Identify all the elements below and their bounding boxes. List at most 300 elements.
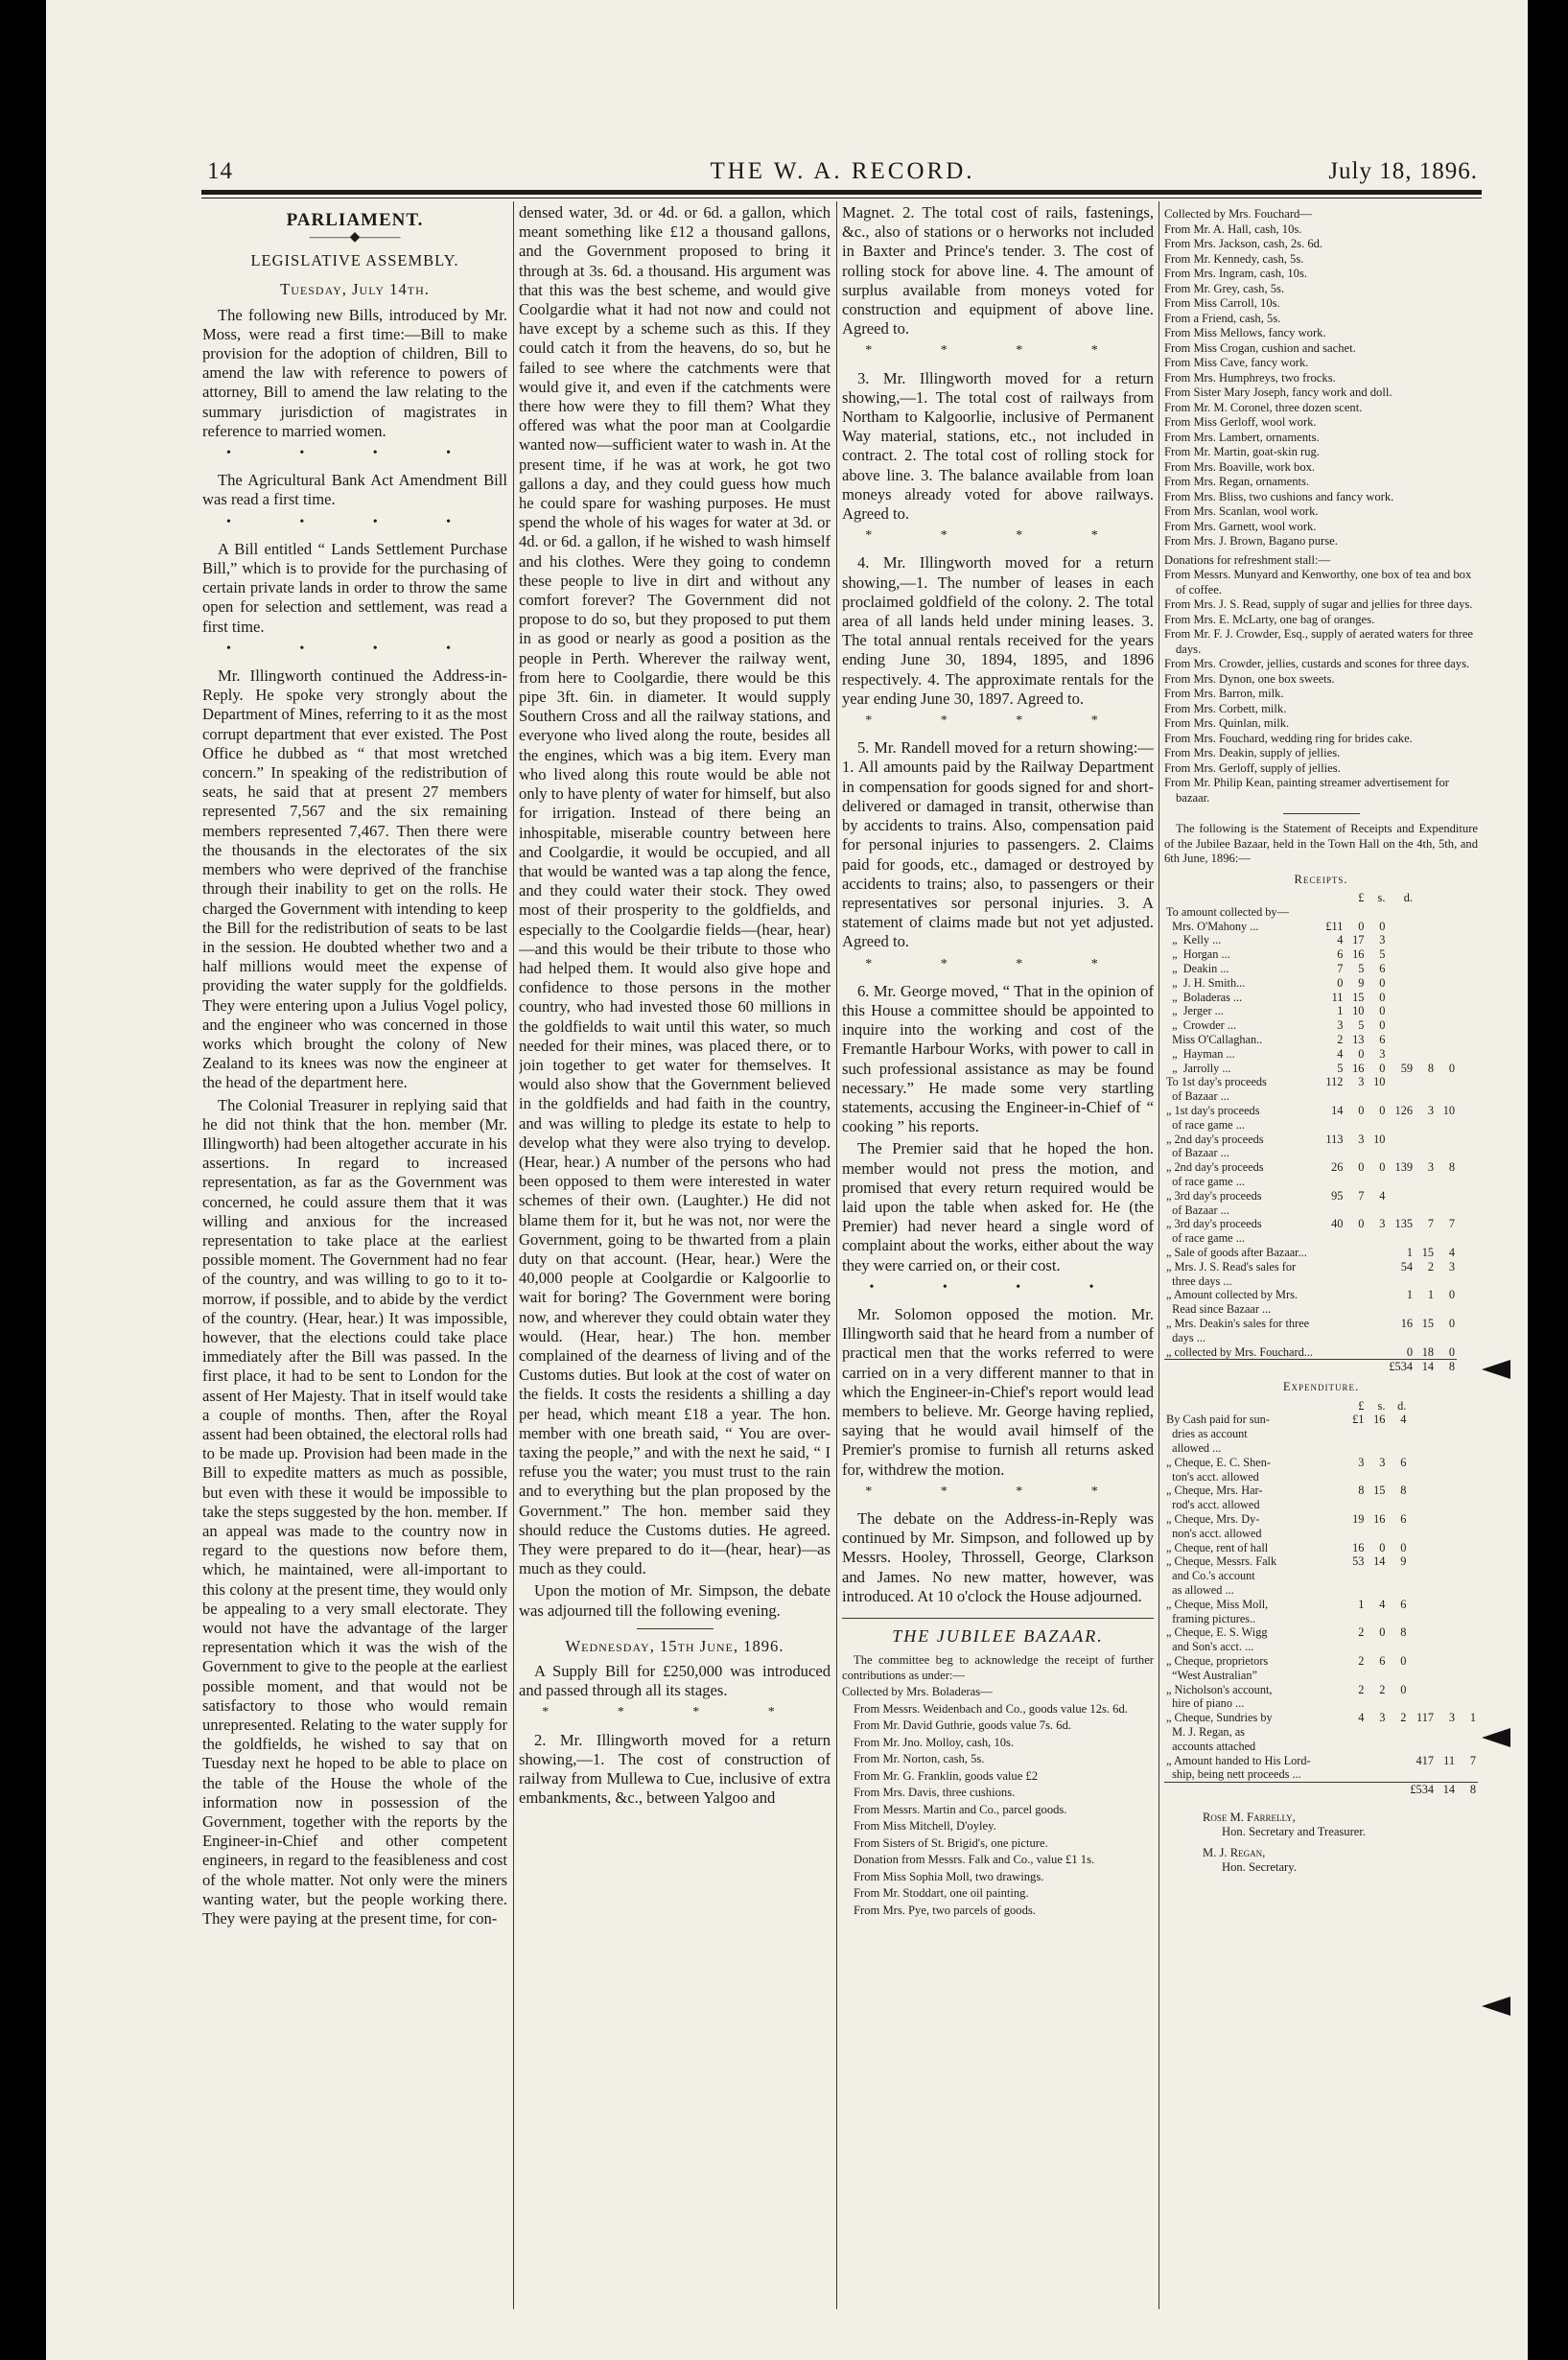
list-item: From Mr. Philip Kean, painting streamer advertisement for bazaar. — [1164, 776, 1449, 805]
row-label: „ Nicholson's account, hire of piano ... — [1166, 1682, 1273, 1711]
margin-arrow-icon — [1482, 1997, 1510, 2016]
column-2 — [519, 203, 831, 2313]
amount-cell — [1415, 933, 1436, 947]
amount-cell: 8 — [1448, 1160, 1455, 1175]
amount-cell: 15 — [1352, 990, 1365, 1004]
amount-cell: 16 — [1373, 1413, 1386, 1427]
paragraph: A Bill entitled “ Lands Settlement Purchase Bill,” which is to provide for the purchasing of certain private lands in order to throw the same open for selection and settlement, was read a first time. — [202, 539, 507, 636]
amount-cell — [1387, 1033, 1415, 1047]
row-label: „ collected by Mrs. Fouchard... — [1166, 1344, 1313, 1359]
amount-cell: 3 — [1358, 1455, 1365, 1469]
separator: * * * * — [865, 956, 1131, 971]
amount-cell — [1415, 1189, 1436, 1218]
list-item: From Messrs. Munyard and Kenworthy, one box of tea and box of coffee. — [1164, 568, 1472, 596]
amount-cell — [1345, 905, 1366, 920]
row-label: „ Cheque, E. S. Wigg and Son's acct. ... — [1166, 1625, 1268, 1654]
amount-cell — [1436, 933, 1457, 947]
list-item: From Mrs. Dynon, one box sweets. — [1164, 671, 1335, 686]
amount-cell — [1457, 1654, 1478, 1683]
amount-cell — [1387, 920, 1415, 934]
list-item: From Mrs. Lambert, ornaments. — [1164, 430, 1320, 444]
amount-cell — [1415, 1075, 1436, 1104]
amount-cell — [1415, 905, 1436, 920]
row-label: „ Mrs. Deakin's sales for three days ... — [1166, 1316, 1310, 1344]
signatory-name: M. J. Regan, — [1203, 1845, 1266, 1859]
paragraph: A Supply Bill for £250,000 was introduced and passed through all its stages. — [519, 1662, 831, 1700]
separator: • • • • — [225, 514, 484, 529]
list-item: From Mrs. Davis, three cushions. — [854, 1786, 1016, 1800]
list-item: From Mrs. Garnett, wool work. — [1164, 519, 1317, 533]
amount-cell — [1387, 976, 1415, 991]
amount-cell — [1457, 1683, 1478, 1712]
amount-cell: 0 — [1448, 1344, 1455, 1359]
column-divider — [836, 201, 837, 2309]
total-cell: 14 — [1415, 1360, 1436, 1374]
column-1 — [202, 203, 507, 2313]
row-label: „ Cheque, rent of hall — [1166, 1540, 1269, 1554]
amount-cell: 3 — [1358, 1075, 1365, 1089]
table-row — [1164, 1683, 1478, 1712]
amount-cell — [1323, 1260, 1345, 1289]
amount-cell — [1415, 947, 1436, 962]
row-label: Miss O'Callaghan.. — [1166, 1032, 1263, 1046]
amount-cell — [1436, 991, 1457, 1005]
list-item: From Mr. Grey, cash, 5s. — [1164, 281, 1285, 295]
amount-cell: 18 — [1421, 1344, 1434, 1359]
amount-cell: 0 — [1406, 1344, 1413, 1359]
list-item: From Mrs. E. McLarty, one bag of oranges. — [1164, 612, 1375, 626]
table-row — [1164, 1625, 1478, 1654]
amount-cell: 0 — [1379, 919, 1386, 933]
row-label: „ Cheque, Miss Moll, framing pictures.. — [1166, 1597, 1269, 1625]
amount-cell — [1323, 1317, 1345, 1345]
amount-cell: 5 — [1379, 947, 1386, 962]
amount-cell: 6 — [1379, 1032, 1386, 1046]
table-row — [1164, 1189, 1478, 1218]
amount-cell: 5 — [1358, 1018, 1365, 1033]
amount-cell: 3 — [1379, 1046, 1386, 1061]
amount-cell — [1408, 1541, 1436, 1555]
table-row — [1164, 1288, 1478, 1317]
row-label: „ Sale of goods after Bazaar... — [1166, 1245, 1307, 1259]
list-item: From Mr. A. Hall, cash, 10s. — [1164, 222, 1302, 236]
row-label: „ Deakin ... — [1166, 961, 1229, 975]
subheading: LEGISLATIVE ASSEMBLY. — [250, 251, 459, 270]
amount-cell: 6 — [1379, 1653, 1386, 1668]
amount-cell — [1457, 1541, 1478, 1555]
list-item: From Mrs. Humphreys, two frocks. — [1164, 370, 1336, 385]
amount-cell — [1345, 1317, 1366, 1345]
amount-cell: 2 — [1358, 1682, 1365, 1696]
paragraph: The committee beg to acknowledge the receipt of further contributions as under:— — [842, 1653, 1154, 1682]
list-item: From Mrs. Pye, two parcels of goods. — [854, 1903, 1036, 1917]
amount-cell — [1323, 905, 1345, 920]
list-item: From Mr. Norton, cash, 5s. — [854, 1752, 985, 1766]
amount-cell — [1436, 1189, 1457, 1218]
amount-cell: 16 — [1352, 947, 1365, 962]
amount-cell — [1345, 1754, 1366, 1783]
table-row — [1164, 920, 1478, 934]
amount-cell: 3 — [1379, 1711, 1386, 1725]
total-cell: 8 — [1457, 1783, 1478, 1797]
amount-cell: 0 — [1448, 1061, 1455, 1075]
amount-cell: 14 — [1373, 1554, 1386, 1569]
amount-cell — [1387, 1189, 1415, 1218]
amount-cell — [1436, 1512, 1457, 1541]
amount-cell — [1345, 1345, 1366, 1360]
table-row — [1164, 905, 1478, 920]
amount-cell: 139 — [1394, 1160, 1413, 1175]
amount-cell — [1415, 920, 1436, 934]
row-label: „ 1st day's proceeds of race game ... — [1166, 1103, 1260, 1132]
issue-date: July 18, 1896. — [1328, 158, 1478, 184]
amount-cell — [1366, 1246, 1387, 1260]
separator: • • • • — [225, 641, 484, 656]
amount-cell: 3 — [1379, 1217, 1386, 1231]
total-row — [1164, 1360, 1478, 1374]
amount-cell: 4 — [1358, 1711, 1365, 1725]
row-label: „ Amount collected by Mrs. Read since Bazaar ... — [1166, 1288, 1298, 1317]
table-row — [1164, 991, 1478, 1005]
list-item: From Miss Mellows, fancy work. — [1164, 326, 1326, 339]
amount-cell: 0 — [1379, 1540, 1386, 1554]
margin-arrow-icon — [1482, 1360, 1510, 1379]
table-row — [1164, 1047, 1478, 1062]
list-item: From Mr. F. J. Crowder, Esq., supply of aerated waters for three days. — [1164, 627, 1474, 656]
amount-cell: 113 — [1325, 1132, 1344, 1146]
row-label: „ Crowder ... — [1166, 1018, 1237, 1033]
paragraph: 2. Mr. Illingworth moved for a return showing,—1. The cost of construction of railway from Mullewa to Cue, inclusive of extra embankments, &c., between Yalgoo and — [519, 1730, 831, 1808]
row-label: „ Mrs. J. S. Read's sales for three days ... — [1166, 1259, 1297, 1288]
amount-cell: 3 — [1448, 1259, 1455, 1273]
amount-cell: 0 — [1379, 1061, 1386, 1075]
list-item: From Mrs. Barron, milk. — [1164, 687, 1284, 700]
row-label: „ Cheque, proprietors “West Australian” — [1166, 1653, 1269, 1682]
list-item: From Mrs. Crowder, jellies, custards and scones for three days. — [1164, 657, 1470, 670]
amount-cell: 9 — [1400, 1554, 1407, 1569]
amount-cell: 8 — [1427, 1061, 1434, 1075]
total-cell: 14 — [1436, 1783, 1457, 1797]
row-label: „ Cheque, Mrs. Har- rod's acct. allowed — [1166, 1484, 1263, 1512]
amount-cell: 0 — [1379, 1160, 1386, 1175]
list-item: Donation from Messrs. Falk and Co., value £1 1s. — [854, 1853, 1095, 1867]
column-divider — [513, 201, 514, 2309]
amount-cell: 10 — [1373, 1075, 1386, 1089]
amount-cell — [1415, 1018, 1436, 1033]
amount-cell — [1415, 1133, 1436, 1161]
expenditure-heading: Expenditure. — [1282, 1380, 1360, 1394]
amount-cell: 417 — [1416, 1753, 1434, 1767]
amount-cell: 7 — [1358, 1188, 1365, 1203]
amount-cell: 1 — [1358, 1597, 1365, 1611]
signatory-name: Rose M. Farrelly, — [1203, 1810, 1296, 1824]
amount-cell — [1415, 1004, 1436, 1018]
amount-cell: 0 — [1379, 975, 1386, 990]
paragraph: Mr. Solomon opposed the motion. Mr. Illingworth said that he heard from a number of practical men that the works referred to were carried on in a very different manner to that in which the Engineer-in-Chief's report would lead members to believe. Mr. George having replied, saying that he would avail himself of the Premier's promise to furnish all returns asked for, withdrew the motion. — [842, 1304, 1154, 1479]
amount-cell — [1457, 1598, 1478, 1626]
section-heading: PARLIAMENT. — [286, 210, 424, 230]
amount-cell — [1387, 905, 1415, 920]
amount-cell: 8 — [1358, 1484, 1365, 1498]
amount-cell — [1415, 991, 1436, 1005]
row-label: „ Amount handed to His Lord- ship, being nett proceeds ... — [1166, 1753, 1311, 1782]
table-row — [1164, 1018, 1478, 1033]
bazaar-heading: THE JUBILEE BAZAAR. — [842, 1618, 1154, 1646]
amount-cell — [1436, 1004, 1457, 1018]
amount-cell: 0 — [1400, 1682, 1407, 1696]
amount-cell: 135 — [1394, 1217, 1413, 1231]
amount-cell — [1436, 1654, 1457, 1683]
amount-cell: 19 — [1352, 1511, 1365, 1526]
amount-cell — [1415, 1033, 1436, 1047]
list-item: From Messrs. Weidenbach and Co., goods value 12s. 6d. — [854, 1701, 1128, 1716]
table-row — [1164, 1413, 1478, 1455]
table-row — [1164, 1160, 1478, 1189]
list-item: From Mrs. Bliss, two cushions and fancy work. — [1164, 489, 1394, 503]
list-item: From Mr. M. Coronel, three dozen scent. — [1164, 400, 1363, 414]
amount-cell — [1387, 1047, 1415, 1062]
amount-cell: 15 — [1373, 1484, 1386, 1498]
amount-cell — [1436, 1047, 1457, 1062]
paragraph: 3. Mr. Illingworth moved for a return showing,—1. The total cost of railways from Northam to Kalgoorlie, inclusive of Permanent Way material, stations, etc., not included in contract. 2. The total cost of rolling stock for above line. 3. The balance available from loan moneys already voted for above railways. Agreed to. — [842, 368, 1154, 524]
amount-cell — [1457, 1512, 1478, 1541]
paragraph: 4. Mr. Illingworth moved for a return showing,—1. The number of leases in each proclaimed goldfield of the colony. 2. The total area of all lands held under mining leases. 3. The total annual rentals received for the years ending June 30, 1894, 1895, and 1896 respectively. 4. The approximate rentals for the year ending June 30, 1897. Agreed to. — [842, 553, 1154, 708]
amount-cell: 0 — [1337, 975, 1344, 990]
masthead — [207, 158, 1478, 183]
row-label: „ 3rd day's proceeds of race game ... — [1166, 1217, 1262, 1246]
amount-cell: 59 — [1400, 1061, 1413, 1075]
publication-title: THE W. A. RECORD. — [710, 158, 975, 184]
amount-cell: 3 — [1427, 1160, 1434, 1175]
separator-rule — [637, 1628, 714, 1629]
separator: * * * * — [865, 713, 1131, 729]
amount-cell: £1 — [1352, 1413, 1365, 1427]
amount-cell — [1366, 1288, 1387, 1317]
separator-rule — [1283, 813, 1360, 814]
paragraph: 6. Mr. George moved, “ That in the opinion of this House a committee should be appointed to inquire into the working and cost of the Fremantle Harbour Works, with power to call in such professional assistance as may be found necessary.” He made some very startling statements, accusing the Engineer-in-Chief of “ cooking ” his reports. — [842, 981, 1154, 1136]
table-row — [1164, 1317, 1478, 1345]
amount-cell: 112 — [1325, 1075, 1344, 1089]
amount-cell: 10 — [1373, 1132, 1386, 1146]
amount-cell — [1408, 1598, 1436, 1626]
amount-cell — [1345, 1246, 1366, 1260]
amount-cell: 0 — [1379, 1103, 1386, 1117]
list-item: Collected by Mrs. Fouchard— — [1164, 207, 1312, 221]
amount-cell: 11 — [1443, 1753, 1455, 1767]
row-label: „ 2nd day's proceeds of Bazaar ... — [1166, 1132, 1264, 1160]
masthead-rule — [201, 190, 1482, 195]
amount-cell — [1387, 991, 1415, 1005]
row-label: „ Cheque, Messrs. Falk and Co.'s account as allowed ... — [1166, 1554, 1277, 1597]
table-row — [1164, 1541, 1478, 1555]
separator: * * * * — [865, 528, 1131, 544]
amount-cell — [1436, 1413, 1457, 1455]
amount-cell: 53 — [1352, 1554, 1365, 1569]
amount-cell — [1436, 976, 1457, 991]
amount-cell: 0 — [1379, 1625, 1386, 1640]
amount-cell — [1436, 1484, 1457, 1512]
amount-cell — [1366, 1345, 1387, 1360]
amount-cell — [1457, 1456, 1478, 1484]
amount-cell: 1 — [1337, 1004, 1344, 1018]
amount-cell: 0 — [1358, 1217, 1365, 1231]
amount-cell — [1408, 1554, 1436, 1597]
list-item: From Mrs. Gerloff, supply of jellies. — [1164, 760, 1341, 775]
paragraph: Mr. Illingworth continued the Address-in-Reply. He spoke very strongly about the Department of Mines, referring to it as the most corrupt department that ever existed. The Post Office he dubbed as “ that most wretched concern.” In speaking of the redistribution of seats, he said that at present 27 members represented 7,567 and the six remaining members represented 7,467. Then there were the thousands in the electorates of the six members who were deprived of the franchise through their inability to get on the rolls. He charged the Government with intending to keep the Bill for the redistribution of seats to be last in the session. He doubted whether two and a half millions would meet the expense of providing the water supply for the goldfields. They were entering upon a Julius Vogel policy, and the engineer who was concerned in those works which brought the colony of New Zealand to its knees was now the engineer at the head of the department here. — [202, 666, 507, 1092]
amount-cell: 8 — [1400, 1625, 1407, 1640]
amount-cell — [1366, 1260, 1387, 1289]
amount-cell — [1436, 1541, 1457, 1555]
amount-cell: 4 — [1379, 1188, 1386, 1203]
amount-cell: 14 — [1331, 1103, 1344, 1117]
amount-cell: 4 — [1448, 1245, 1455, 1259]
total-cell: 8 — [1436, 1360, 1457, 1374]
list-item: From Miss Crogan, cushion and sachet. — [1164, 340, 1356, 355]
row-label: „ J. H. Smith... — [1166, 975, 1246, 990]
amount-cell — [1436, 920, 1457, 934]
table-row — [1164, 1217, 1478, 1246]
row-label: To amount collected by— — [1166, 904, 1289, 919]
table-row — [1164, 1711, 1478, 1753]
list-item: From a Friend, cash, 5s. — [1164, 311, 1281, 325]
amount-cell: 1 — [1406, 1288, 1413, 1302]
amount-cell: 17 — [1352, 933, 1365, 947]
amount-cell — [1408, 1413, 1436, 1455]
amount-cell: 0 — [1448, 1288, 1455, 1302]
receipts-table — [1164, 891, 1478, 1374]
amount-cell — [1323, 1345, 1345, 1360]
table-row — [1164, 1598, 1478, 1626]
table-row — [1164, 1075, 1478, 1104]
row-label: „ Jarrolly ... — [1166, 1061, 1231, 1075]
amount-cell: 4 — [1379, 1597, 1386, 1611]
list-item: From Mrs. Boaville, work box. — [1164, 459, 1316, 474]
row-label: „ 2nd day's proceeds of race game ... — [1166, 1160, 1264, 1188]
paragraph: 5. Mr. Randell moved for a return showing:—1. All amounts paid by the Railway Department in compensation for goods signed for and short-delivered or damaged in transit, otherwise than by accidents to trains. Also, compensation paid for personal injuries to passengers. 2. Claims paid for goods, etc., damaged or destroyed by accidents to trains; also, to passengers or their representatives sor personal injuries. 3. A statement of claims made but not yet adjusted. Agreed to. — [842, 738, 1154, 951]
amount-cell: 0 — [1358, 1160, 1365, 1175]
amount-cell — [1436, 1456, 1457, 1484]
amount-cell: 7 — [1337, 961, 1344, 975]
list-item: From Mrs. Deakin, supply of jellies. — [1164, 746, 1341, 759]
total-cell: £534 — [1410, 1783, 1434, 1797]
amount-cell: 0 — [1358, 1046, 1365, 1061]
amount-cell: 3 — [1379, 933, 1386, 947]
amount-cell: 1 — [1469, 1711, 1476, 1725]
signatory-title: Hon. Secretary. — [1222, 1860, 1297, 1875]
amount-cell: 0 — [1400, 1540, 1407, 1554]
amount-cell: 0 — [1358, 919, 1365, 933]
separator: * * * * — [542, 1705, 807, 1720]
column-3 — [842, 203, 1154, 2313]
amount-cell — [1436, 1133, 1457, 1161]
amount-cell — [1436, 1018, 1457, 1033]
list-item: From Miss Cave, fancy work. — [1164, 356, 1309, 369]
amount-cell — [1345, 1260, 1366, 1289]
list-item: From Miss Gerloff, wool work. — [1164, 415, 1317, 429]
amount-cell: 0 — [1379, 990, 1386, 1004]
table-row — [1164, 1104, 1478, 1133]
amount-cell: 117 — [1416, 1711, 1434, 1725]
paragraph: Magnet. 2. The total cost of rails, fastenings, &c., also of stations or o herworks not included in Baxter and Prince's tender. 3. The cost of rolling stock for above line. 4. The amount of surplus available from moneys voted for construction and equipment of above line. Agreed to. — [842, 203, 1154, 339]
list-item: From Mr. Jno. Molloy, cash, 10s. — [854, 1735, 1015, 1749]
amount-cell — [1408, 1625, 1436, 1654]
amount-cell: 8 — [1400, 1484, 1407, 1498]
amount-cell — [1408, 1683, 1436, 1712]
amount-cell: 6 — [1400, 1597, 1407, 1611]
column-4 — [1164, 203, 1478, 2313]
session-date: Tuesday, July 14th. — [280, 280, 430, 299]
amount-cell: 6 — [1337, 947, 1344, 962]
paragraph: densed water, 3d. or 4d. or 6d. a gallon, which meant something like £12 a thousand gallons, and the Government proposed to bring it through at 3s. 6d. a thousand. His argument was that this was the best scheme, and would give Coolgardie what it had not now and could not have except by a scheme such as this. If they could catch it from the heavens, do so, but he failed to see where the catchments were that would give it, and even if the catchments were there how were they to fill them? What they offered was what the poor man at Coolgardie wanted now—sufficient water to wash in. At the present time, if he was at work, he got two gallons a day, and they could guess how much he could spare for washing purposes. He must spend the whole of his wages for water at 3d. or 4d. or 6d. a gallon, if he wished to wash himself and his clothes. Were they going to condemn these people to live in dirt and without any comfort forever? The Government did not propose to do so, but they proposed to put them in as good or nearly as good a position as the people in Perth. Wherever the railway went, from here to Coolgardie, there would be this pipe 3ft. 6in. in diameter. It would supply Southern Cross and all the railway stations, and everyone who lived along the route, besides all the engines, which was a big item. Every man who lived along this route would be able not only to have plenty of water for himself, but also for irrigation. Instead of there being an inhospitable, miserable country between here and Coolgardie, it would be occupied, and all that would be wanted was a tap along the fence, and they could water their stock. They owed most of their prosperity to the goldfields, and especially to the Coolgardie fields—(hear, hear)—and this would be their tribute to those who had helped them. It would also give hope and confidence to those persons in the mother country, who had invested those 60 millions in the goldfields to wait until this water, so much needed for their mines, was placed there, or to join together to get water for themselves. It would also show that the Government believed in the goldfields and had faith in the country, and was willing to pledge its estate to help to develop what they were also trying to develop. (Hear, hear.) A number of the persons who had been opposed to them were interested in water schemes of their own. (Laughter.) He did not blame them for it, but he was not, nor were the Government, going to be thwarted from a plain duty on that account. (Hear, hear.) Were the 40,000 people at Coolgardie or Kalgoorlie to wait for boring? The Government were boring now, and wherever they could obtain water they would. (Hear, hear.) The hon. member complained of the dearness of living and of the Customs duties. But look at the cost of water on the fields. It costs the residents a shilling a day per head, which meant £18 a year. The hon. member with one breath said, “ You are over-taxing the people,” and with the next he said, “ I refuse you the water; you must trust to the rain and to everything but the plan proposed by the Government.” The hon. member said they should reduce the Customs duties. He agreed. They were prepared to do it—(hear, hear)—as much as they could. — [519, 203, 831, 1578]
amount-cell — [1415, 1047, 1436, 1062]
amount-cell: 126 — [1394, 1103, 1413, 1117]
paragraph: The debate on the Address-in-Reply was continued by Mr. Simpson, and followed up by Messrs. Hooley, Throssell, George, Clarkson and James. No new matter, however, was introduced. At 10 o'clock the House adjourned. — [842, 1509, 1154, 1605]
amount-cell: 3 — [1379, 1455, 1386, 1469]
table-row — [1164, 1554, 1478, 1597]
amount-cell — [1436, 947, 1457, 962]
amount-cell: 2 — [1427, 1259, 1434, 1273]
paragraph: The following new Bills, introduced by Mr. Moss, were read a first time:—Bill to make provision for the adoption of children, Bill to amend the law with reference to powers of attorney, Bill to amend the law relating to the summary jurisdiction of magistrates in reference to married women. — [202, 305, 507, 440]
amount-cell: 95 — [1331, 1188, 1344, 1203]
receipts-heading: Receipts. — [1294, 872, 1348, 886]
table-row — [1164, 962, 1478, 976]
row-label: „ Hayman ... — [1166, 1046, 1235, 1061]
list-item: From Mrs. Scanlan, wool work. — [1164, 504, 1319, 518]
margin-arrow-icon — [1482, 1728, 1510, 1747]
total-cell: £534 — [1389, 1360, 1413, 1374]
list-item: From Mr. David Guthrie, goods value 7s. 6d. — [854, 1718, 1072, 1733]
table-row — [1164, 1456, 1478, 1484]
amount-cell: 16 — [1373, 1511, 1386, 1526]
column-divider — [1158, 201, 1159, 2309]
list-item: From Mr. Stoddart, one oil painting. — [854, 1886, 1029, 1901]
page-number: 14 — [207, 158, 233, 184]
row-label: „ Cheque, Sundries by M. J. Regan, as accounts attached — [1166, 1711, 1273, 1753]
row-label: „ Cheque, Mrs. Dy- non's acct. allowed — [1166, 1511, 1262, 1540]
amount-cell: 40 — [1331, 1217, 1344, 1231]
amount-cell: 5 — [1337, 1061, 1344, 1075]
amount-cell — [1387, 947, 1415, 962]
amount-cell — [1408, 1484, 1436, 1512]
list-item: From Mrs. Fouchard, wedding ring for brides cake. — [1164, 731, 1413, 745]
signature-block — [1203, 1811, 1478, 1876]
paragraph: Upon the motion of Mr. Simpson, the debate was adjourned till the following evening. — [519, 1581, 831, 1620]
currency-header: £ s. d. — [1358, 1398, 1407, 1413]
masthead-rule-thin — [201, 198, 1482, 199]
amount-cell: 3 — [1448, 1711, 1455, 1725]
amount-cell: 9 — [1358, 975, 1365, 990]
amount-cell: 15 — [1421, 1316, 1434, 1330]
amount-cell — [1457, 1625, 1478, 1654]
table-row — [1164, 1484, 1478, 1512]
row-label: „ Jerger ... — [1166, 1004, 1224, 1018]
amount-cell — [1387, 1075, 1415, 1104]
amount-cell — [1387, 1018, 1415, 1033]
list-item: From Mr. Martin, goat-skin rug. — [1164, 445, 1320, 458]
separator: * * * * — [865, 1484, 1131, 1499]
list-item: From Mr. Kennedy, cash, 5s. — [1164, 251, 1304, 266]
ornament-rule: ———◆——— — [309, 230, 401, 245]
amount-cell: 54 — [1400, 1259, 1413, 1273]
amount-cell: 7 — [1448, 1217, 1455, 1231]
table-row — [1164, 947, 1478, 962]
amount-cell — [1436, 1683, 1457, 1712]
table-row — [1164, 1260, 1478, 1289]
currency-header: £ s. d. — [1358, 891, 1413, 904]
amount-cell — [1457, 1484, 1478, 1512]
amount-cell — [1436, 1598, 1457, 1626]
list-item: From Mrs. Jackson, cash, 2s. 6d. — [1164, 237, 1323, 250]
